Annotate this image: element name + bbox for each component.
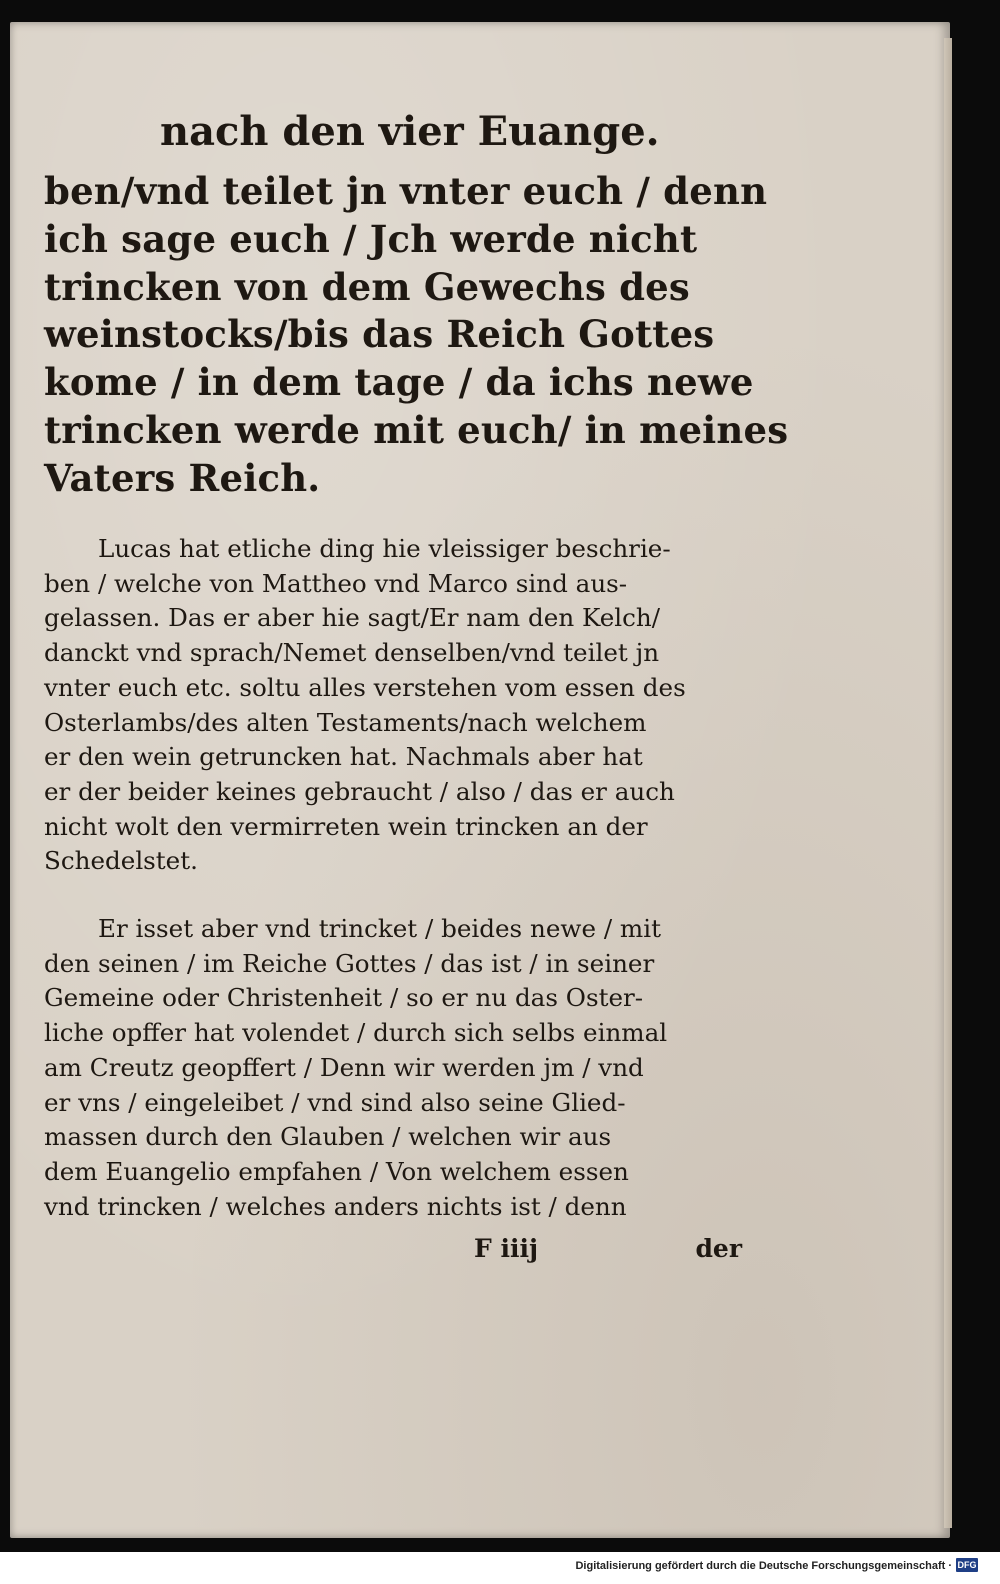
gloss-line: er den wein getruncken hat. Nachmals aber hat [44,742,643,772]
verse-line: weinstocks/bis das Reich Gottes [44,312,715,357]
gloss-paragraph-1 [44,532,744,879]
gloss-line: Lucas hat etliche ding hie vleissiger beschrie- [98,534,671,563]
bible-verse-text [44,168,789,503]
gloss-line: danckt vnd sprach/Nemet denselben/vnd teilet jn [44,638,660,668]
gloss-line: nicht wolt den vermirreten wein trincken an der [44,811,648,841]
dfg-logo: DFG [957,1560,977,1570]
gloss-line: Osterlambs/des alten Testaments/nach welchem [44,707,647,737]
catchword: der [695,1234,742,1263]
page-foot [44,1234,744,1270]
gloss-line: den seinen / im Reiche Gottes / das ist / in seiner [44,948,655,978]
verse-line: ich sage euch / Jch werde nicht [44,216,698,261]
page-edge [944,38,952,1528]
signature-mark: F iiij [474,1234,538,1263]
gloss-line: er vns / eingeleibet / vnd sind also seine Glied- [44,1087,626,1117]
gloss-line: er der beider keines gebraucht / also / das er auch [44,776,675,806]
gloss-paragraph-2 [44,912,744,1224]
gloss-line: am Creutz geopffert / Denn wir werden jm / vnd [44,1052,644,1082]
gloss-line: liche opffer hat volendet / durch sich selbs einmal [44,1018,668,1048]
funding-credit: Digitalisierung gefördert durch die Deutsche Forschungsgemeinschaft · [575,1560,952,1572]
gloss-line: ben / welche von Mattheo vnd Marco sind aus- [44,568,628,598]
verse-line: trincken werde mit euch/ in meines [44,407,789,452]
gloss-line: vnter euch etc. soltu alles verstehen vom essen des [44,672,686,702]
verse-line: Vaters Reich. [44,455,321,500]
gloss-line: massen durch den Glauben / welchen wir aus [44,1122,612,1152]
running-head: nach den vier Euange. [160,108,660,155]
gloss-line: Gemeine oder Christenheit / so er nu das Oster- [44,983,644,1013]
verse-line: kome / in dem tage / da ichs newe [44,360,754,405]
verse-line: ben/vnd teilet jn vnter euch / denn [44,169,768,213]
verse-line: trincken von dem Gewechs des [44,264,690,309]
gloss-line: dem Euangelio empfahen / Von welchem essen [44,1156,629,1186]
gloss-line: Schedelstet. [44,846,198,876]
gloss-line: Er isset aber vnd trincket / beides newe / mit [98,914,661,943]
gloss-line: gelassen. Das er aber hie sagt/Er nam den Kelch/ [44,603,661,633]
gloss-line: vnd trincken / welches anders nichts ist / denn [44,1191,627,1221]
